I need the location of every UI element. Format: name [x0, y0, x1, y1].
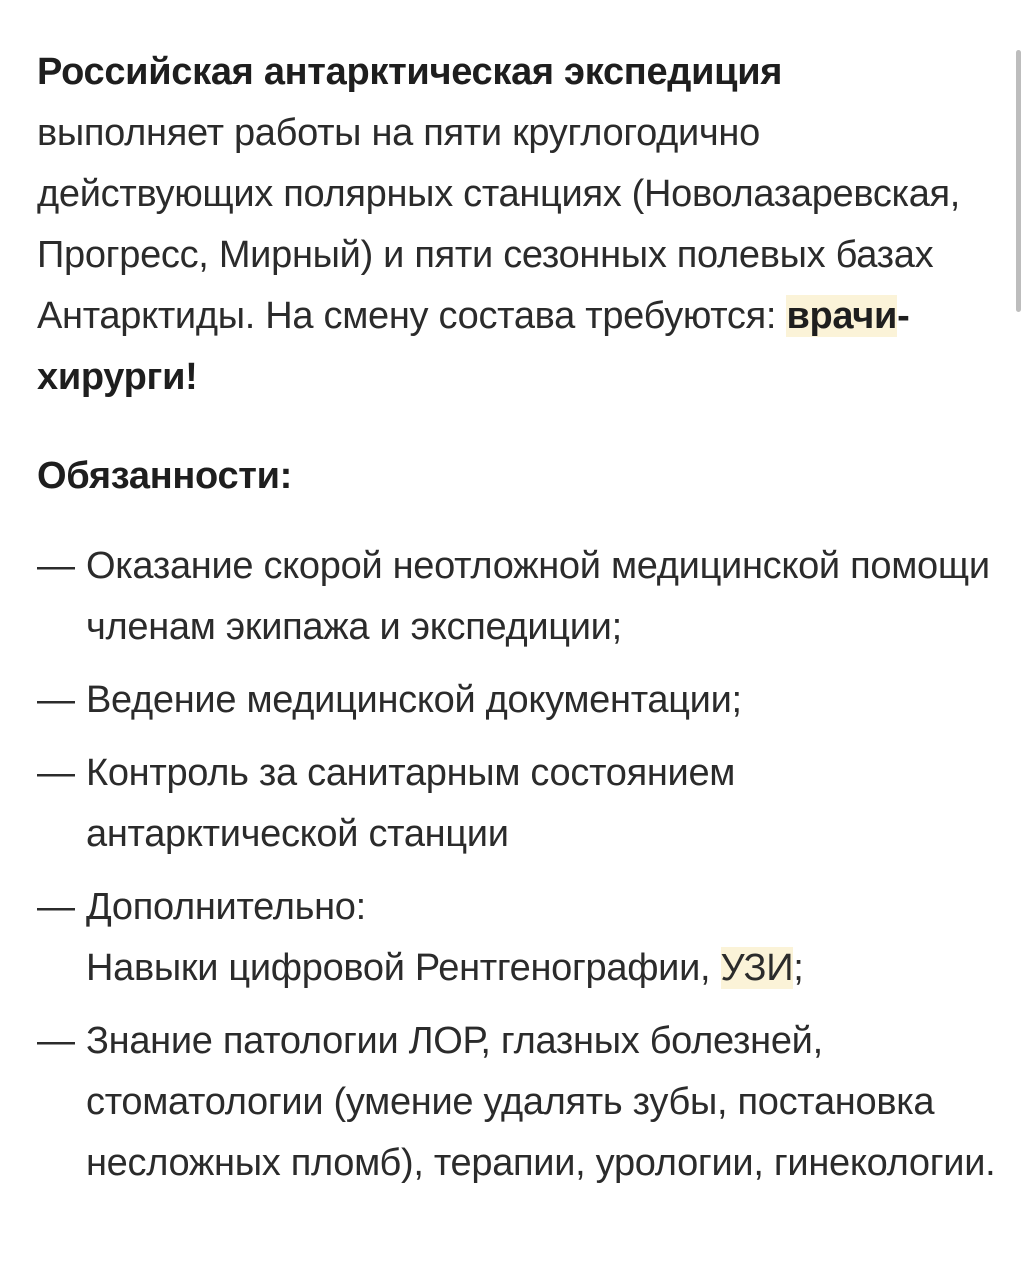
dash-marker: —	[37, 679, 75, 721]
duty-item	[37, 536, 997, 658]
duty-text: Оказание скорой неотложной медицинской помощи членам экипажа и экспедиции;	[86, 545, 990, 648]
dash-marker: —	[37, 752, 75, 794]
duty-item	[37, 670, 997, 731]
duty-text: Знание патологии ЛОР, глазных болезней, стоматологии (умение удалять зубы, постановка несложных пломб), терапии, урологии, гинекологии.	[86, 1020, 996, 1184]
duty-text: Ведение медицинской документации;	[86, 679, 742, 721]
duty-text: Дополнительно:	[86, 886, 366, 928]
intro-paragraph	[37, 42, 997, 408]
duty-text: ;	[793, 947, 804, 989]
uzi-highlight: УЗИ	[720, 947, 794, 989]
duty-text: Контроль за санитарным состоянием	[86, 752, 736, 794]
intro-text: выполняет работы на пяти круглогодично действующих полярных станциях (Новолазаревская, Прогресс, Мирный) и пяти сезонных полевых базах Антарктиды. На смену состава требуются:	[37, 112, 961, 337]
duties-list	[37, 536, 997, 1206]
duty-text: Навыки цифровой Рентгенографии,	[86, 947, 721, 989]
duties-heading: Обязанности:	[37, 455, 292, 497]
dash-marker: —	[37, 1020, 75, 1062]
duty-item	[37, 877, 997, 999]
role-rest: -хирурги!	[37, 295, 910, 398]
scrollbar[interactable]	[1016, 50, 1021, 312]
dash-marker: —	[37, 886, 75, 928]
duty-item	[37, 743, 997, 865]
article-body	[37, 42, 997, 1184]
dash-marker: —	[37, 545, 75, 587]
duty-item	[37, 1011, 997, 1194]
role-highlight: врачи	[786, 295, 898, 337]
duty-text: антарктической станции	[86, 813, 509, 855]
org-name: Российская антарктическая экспедиция	[37, 51, 783, 93]
